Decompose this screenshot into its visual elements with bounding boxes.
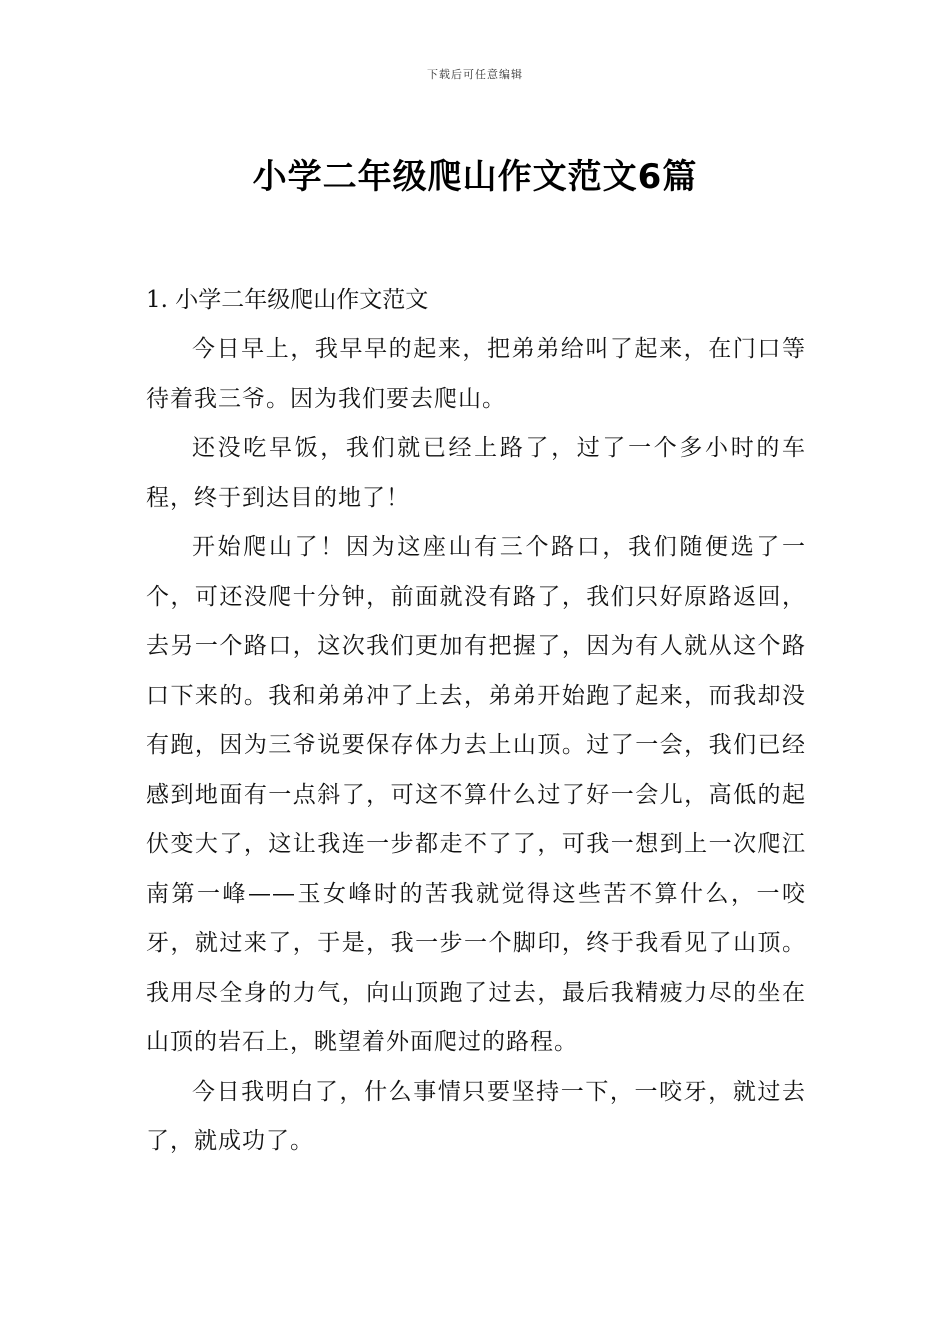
paragraph-3: 开始爬山了！因为这座山有三个路口，我们随便选了一个，可还没爬十分钟，前面就没有路了，我们只好原路返回，去另一个路口，这次我们更加有把握了，因为有人就从这个路口下来的。我和弟弟冲了上去，弟弟开始跑了起来，而我却没有跑，因为三爷说要保存体力去上山顶。过了一会，我们已经感到地面有一点斜了，可这不算什么过了好一会儿，高低的起伏变大了，这让我连一步都走不了了，可我一想到上一次爬江南第一峰——玉女峰时的苦我就觉得这些苦不算什么，一咬牙，就过来了，于是，我一步一个脚印，终于我看见了山顶。我用尽全身的力气，向山顶跑了过去，最后我精疲力尽的坐在山顶的岩石上，眺望着外面爬过的路程。 [146, 534, 806, 1055]
paragraph-1: 今日早上，我早早的起来，把弟弟给叫了起来，在门口等待着我三爷。因为我们要去爬山。 [146, 336, 806, 412]
paragraph-2: 还没吃早饭，我们就已经上路了，过了一个多小时的车程，终于到达目的地了！ [146, 435, 806, 511]
document-title: 小学二年级爬山作文范文6篇 [252, 156, 698, 197]
page-header-note: 下载后可任意编辑 [427, 68, 523, 81]
paragraph-4: 今日我明白了，什么事情只要坚持一下，一咬牙，就过去了，就成功了。 [146, 1078, 806, 1154]
document-body [146, 276, 806, 1167]
section-heading: 1. 小学二年级爬山作文范文 [146, 287, 429, 313]
